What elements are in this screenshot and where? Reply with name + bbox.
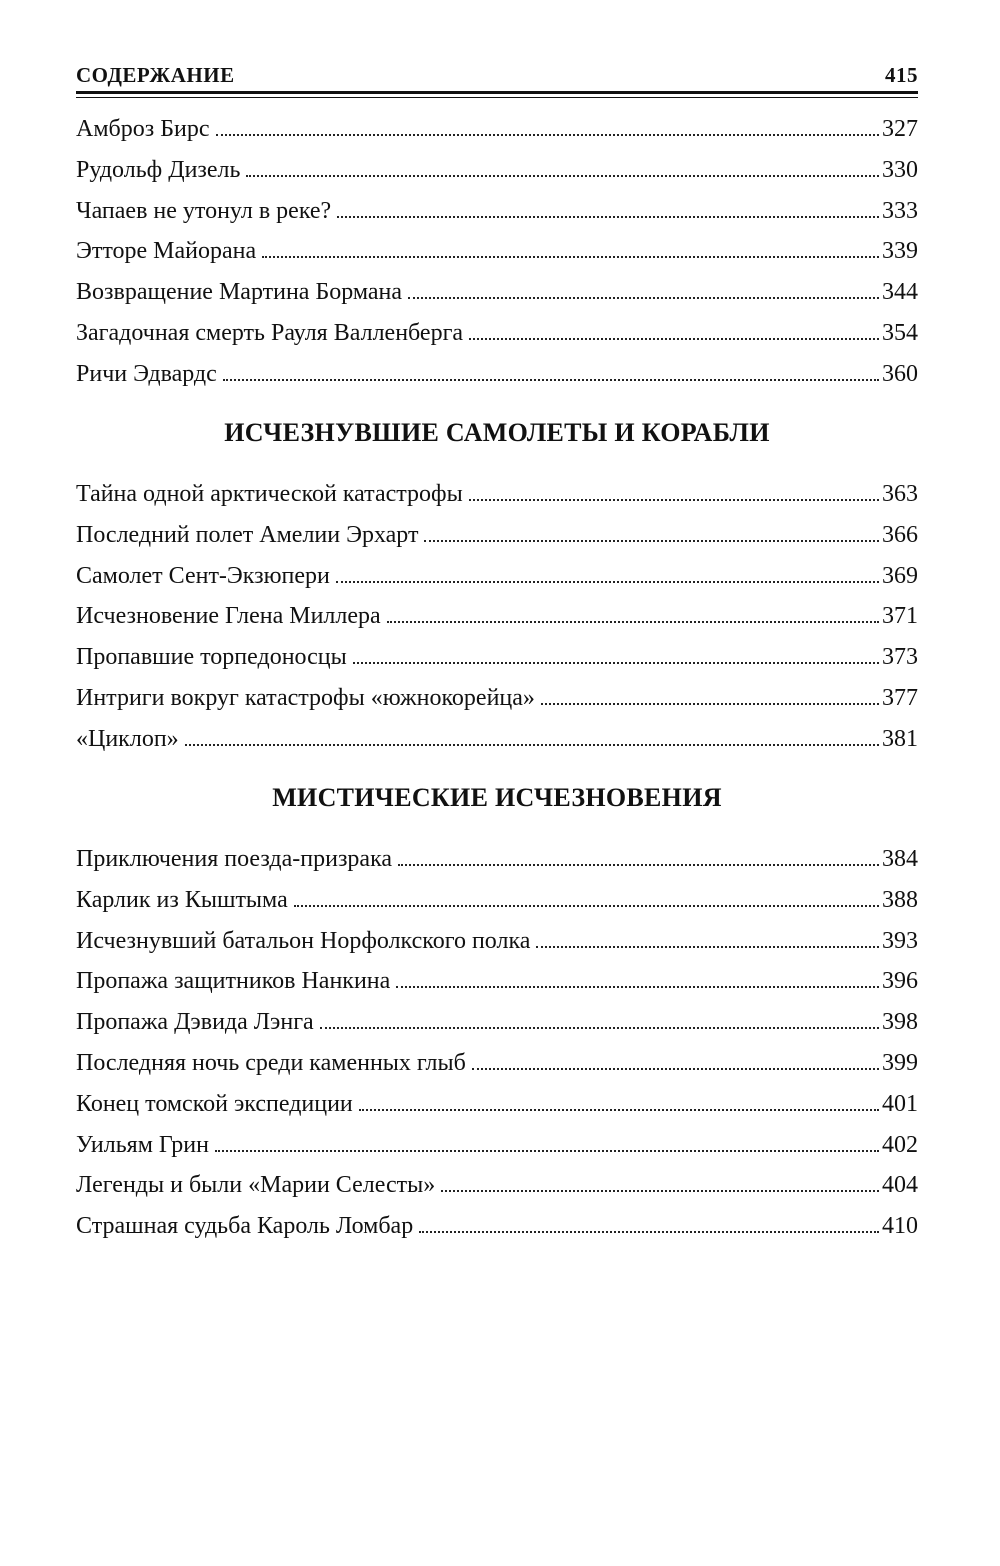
toc-entry-page: 354 [882,319,918,346]
toc-entry[interactable] [76,109,918,150]
toc-entry[interactable] [76,678,918,719]
toc-entry[interactable] [76,272,918,313]
toc-page [76,0,918,1566]
section-heading: ИСЧЕЗНУВШИЕ САМОЛЕТЫ И КОРАБЛИ [224,418,770,447]
toc-leader-dots [419,1230,879,1233]
toc-entry-title: Тайна одной арктической катастрофы [76,481,463,507]
toc-entry[interactable] [76,961,918,1002]
toc-entry-title: Интриги вокруг катастрофы «южнокорейца» [76,684,535,711]
toc-entry[interactable] [76,354,918,395]
toc-entry-page: 333 [882,197,918,224]
toc-entry-title: «Циклоп» [76,725,179,752]
toc-leader-dots [387,620,879,623]
toc-entry-page: 402 [882,1131,918,1158]
toc-leader-dots [541,702,879,705]
toc-group-3 [76,839,918,1247]
toc-group-2 [76,474,918,760]
toc-entry-page: 360 [882,360,918,387]
toc-leader-dots [262,255,879,258]
toc-leader-dots [215,1149,879,1152]
toc-entry-page: 398 [882,1009,918,1036]
toc-entry-title: Конец томской экспедиции [76,1090,353,1117]
toc-leader-dots [408,296,879,299]
toc-entry-title: Исчезнувший батальон Норфолкского полка [76,927,531,954]
toc-entry[interactable] [76,839,918,880]
toc-entry-title: Пропавшие торпедоносцы [76,644,347,671]
toc-entry[interactable] [76,1084,918,1125]
toc-entry-page: 410 [882,1213,918,1240]
toc-entry-page: 404 [882,1172,918,1199]
running-header [76,58,918,88]
toc-entry[interactable] [76,231,918,272]
toc-entry[interactable] [76,474,918,515]
toc-leader-dots [424,539,879,542]
toc-entry[interactable] [76,191,918,232]
toc-entry[interactable] [76,1043,918,1084]
toc-leader-dots [246,174,879,177]
toc-leader-dots [396,985,879,988]
toc-entry[interactable] [76,880,918,921]
toc-entry[interactable] [76,1206,918,1247]
toc-entry-page: 388 [882,886,918,913]
toc-leader-dots [353,661,879,664]
toc-entry-page: 399 [882,1049,918,1076]
toc-entry-title: Амброз Бирс [76,116,210,142]
toc-entry-title: Возвращение Мартина Бормана [76,279,403,306]
toc-entry[interactable] [76,921,918,962]
toc-entry-page: 344 [882,279,918,306]
toc-entry-title: Карлик из Кыштыма [76,886,288,913]
toc-leader-dots [359,1108,879,1111]
toc-entry-title: Последняя ночь среди каменных глыб [76,1049,466,1076]
toc-entry-title: Рудольф Дизель [76,156,241,183]
toc-entry-page: 366 [882,521,918,548]
toc-entry[interactable] [76,150,918,191]
toc-entry[interactable] [76,596,918,637]
toc-entry-page: 377 [882,684,918,711]
toc-entry-title: Страшная судьба Кароль Ломбар [76,1213,414,1240]
toc-leader-dots [337,215,879,218]
toc-entry-title: Исчезновение Глена Миллера [76,603,381,630]
toc-leader-dots [398,863,879,866]
toc-entry-title: Загадочная смерть Рауля Валленберга [76,319,464,346]
toc-entry-page: 339 [882,238,918,265]
toc-entry[interactable] [76,1165,918,1206]
toc-leader-dots [216,133,880,136]
toc-entry-title: Приключения поезда-призрака [76,846,393,872]
toc-entry[interactable] [76,1125,918,1166]
toc-leader-dots [469,337,879,340]
toc-entry-page: 369 [882,562,918,589]
header-rule-thin [76,97,918,98]
toc-entry-title: Уильям Грин [76,1131,209,1158]
toc-entry-page: 384 [882,846,918,872]
toc-entry[interactable] [76,1002,918,1043]
toc-entry-page: 371 [882,603,918,630]
header-rule-thick [76,91,918,94]
section-heading: МИСТИЧЕСКИЕ ИСЧЕЗНОВЕНИЯ [272,783,722,812]
toc-entry-title: Ричи Эдвардс [76,360,217,387]
toc-entry-page: 393 [882,927,918,954]
toc-leader-dots [336,580,879,583]
toc-leader-dots [536,945,879,948]
header-page-number: 415 [885,63,918,87]
toc-leader-dots [469,498,879,501]
toc-entry-title: Чапаев не утонул в реке? [76,197,332,224]
toc-entry-page: 330 [882,156,918,183]
toc-leader-dots [441,1189,879,1192]
toc-entry-title: Легенды и были «Марии Селесты» [76,1172,436,1199]
toc-entry-page: 396 [882,968,918,995]
toc-entry[interactable] [76,556,918,597]
toc-entry-page: 373 [882,644,918,671]
toc-entry-title: Пропажа защитников Нанкина [76,968,391,995]
toc-leader-dots [223,378,879,381]
toc-entry[interactable] [76,637,918,678]
toc-leader-dots [185,743,879,746]
toc-entry[interactable] [76,515,918,556]
toc-group-1 [76,109,918,395]
toc-entry-title: Последний полет Амелии Эрхарт [76,521,419,548]
toc-entry-page: 381 [882,725,918,752]
header-title: СОДЕРЖАНИЕ [76,63,235,87]
toc-entry-page: 327 [882,116,918,142]
toc-entry[interactable] [76,719,918,760]
toc-entry[interactable] [76,313,918,354]
toc-entry-page: 363 [882,481,918,507]
toc-leader-dots [472,1067,879,1070]
toc-entry-page: 401 [882,1090,918,1117]
toc-entry-title: Пропажа Дэвида Лэнга [76,1009,314,1036]
toc-entry-title: Самолет Сент-Экзюпери [76,562,330,589]
toc-leader-dots [320,1026,879,1029]
toc-leader-dots [294,904,879,907]
toc-entry-title: Этторе Майорана [76,238,257,265]
